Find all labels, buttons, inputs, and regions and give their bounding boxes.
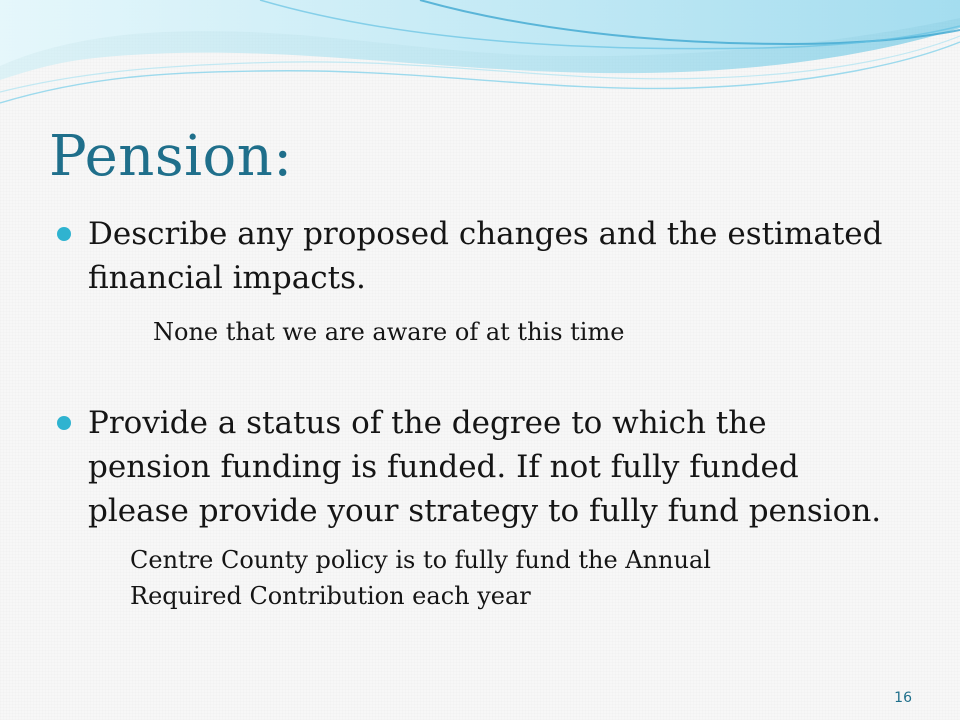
decorative-wave-header	[0, 0, 960, 120]
bullet-item-proposed-changes	[58, 212, 898, 300]
bullet-item-pension-status	[58, 401, 898, 533]
bullet-text: Describe any proposed changes and the estimated financial impacts.	[88, 216, 883, 296]
page-number: 16	[894, 690, 912, 706]
bullet-marker-icon	[57, 227, 71, 241]
answer-proposed-changes: None that we are aware of at this time	[153, 318, 625, 346]
answer-pension-funding-policy: Centre County policy is to fully fund the Annual Required Contribution each year	[130, 546, 711, 610]
bullet-marker-icon	[57, 416, 71, 430]
bullet-text: Provide a status of the degree to which the pension funding is funded. If not fully funded please provide your strategy to fully fund pension.	[88, 405, 882, 529]
slide-title: Pension:	[49, 124, 293, 189]
